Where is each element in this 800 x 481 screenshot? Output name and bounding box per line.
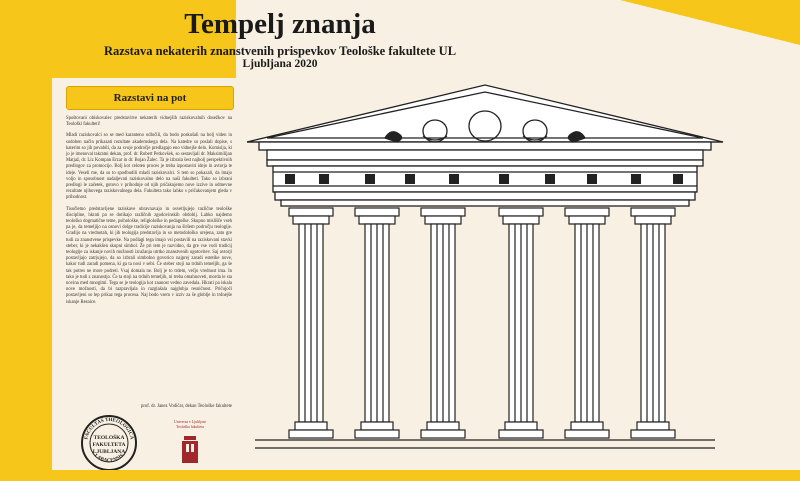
intro-header-box: Razstavi na pot xyxy=(66,86,234,110)
uni-logo-line-1: Univerza v Ljubljani xyxy=(174,420,206,424)
intro-text-column xyxy=(66,116,232,311)
uni-logo-line-2: Teološka fakulteta xyxy=(176,425,204,429)
faculty-seal-icon xyxy=(80,414,138,472)
seal-line-2: FAKULTETA xyxy=(92,442,126,448)
place-date: Ljubljana 2020 xyxy=(242,58,318,70)
intro-paragraph-2: Mladi raziskovalci so se med karanteno odločili, da bodo poskušali na bolj viden in sodoben način prikazati rezultate akademskega dela. Na katedre so poslali dopise, s katerim so jih povabili, da za svoje področje predlagajo eno vidnejše delo. Komisija, ki jo je imenoval takratni dekan, prof. dr. Robert Petkovšek, so sestavljali dr. Maksimilijan Matjaž, dr. Liz Kompan Erzar in dr. Bojan Žalec. Ta je izbrala šest najbolj perspektivnih predlogov za promocijo. Bolj kot celoten proces je treba izpostaviti idejo in avtorja te ideje. Veseli me, da so to spodbudili mladi raziskovalci. S tem so pokazali, da imajo voljo in sposobnost nadaljevati raziskovalno delo na naši fakulteti. Tako so izbrani predlogi le začetek, gotovo v prihodnje od njih pričakujemo nove izzive in odmevne rezultate njihovega raziskovalnega dela. Fakulteta tako lahko s pričakovanjem gleda v prihodnost. xyxy=(66,133,232,201)
seal-line-3: LJUBLJANA xyxy=(92,449,126,455)
seal-text-bottom: LABACENSIS xyxy=(93,453,125,464)
seal-line-1: TEOLOŠKA xyxy=(93,435,125,441)
intro-paragraph-1: Spoštovani obiskovalec predstavitve nekaterih vidnejših raziskovalnih dosežkov na Teološki fakulteti! xyxy=(66,116,232,128)
page-title: Tempelj znanja xyxy=(184,8,376,40)
uni-emblem-icon xyxy=(160,430,220,466)
greek-temple-icon xyxy=(245,82,725,454)
page-subtitle: Razstava nekaterih znanstvenih prispevkov Teološke fakultete UL xyxy=(103,44,457,58)
intro-paragraph-3: Tisočletno predstavljene raziskave obravnavajo in osvetljujejo različne teološke discipline, hkrati pa se dotikajo različnih zgodovinskih obdobij. Lahko najdemo teološko dogmatične teme, psihološke, religiološke in pedagoške. Skupno mislišče vseh pa je, da temeljijo na osnovi dolge tradicije raziskovanja na širšem področju teologije. Gradijo na vrednotah, ki jih teologija predstavlja in so metodološko urejena, zato gre tudi za znanstvene prispevke. Na podlagi tega imajo vsi postavili na raziskovani stavki steber, ki je nekakšen skupni simbol. Že pri tem je razvidno, da gre vse vodi tradicij teologije za iskanje novih možnosti izražanja utrtko znanstvenih ugotovitev. Saj avtorji postavljajo zatrjujejo, da so izbrali simbolno govorico najprej zaradi estetike nove, kakor tudi zaradi pomena, ki ga ta nosi v sebi. Če steber stoji na trdnih temeljih, ga še tak potres ne more podreti. Vsaj domala ne. Bolj je to trdem, večjo vrednost ima. In tako je tudi z znanostjo. Če ta stoji na trdnih temeljih, ni treba omahnoveti, morda le sta novina med mnogimi. Tega se je teologija kot znanost vedno zavedala. Hkrati pa iskala nove možnosti, da bi razpravljala in razglašala najglobja resničnost. Pričujoči postavljeni so lep prikaz tega procesa. Naj bodo vsem v izziv za še globlje in trdnejše iskanje Resnice. xyxy=(66,206,232,305)
university-logo-icon xyxy=(160,420,220,468)
seal-text-top: FACULTAS THEOLOGICA xyxy=(84,417,134,441)
dean-signature: prof. dr. Janez Vodičar, dekan Teološke fakultete xyxy=(141,404,232,409)
bottom-yellow-strip xyxy=(0,470,800,481)
